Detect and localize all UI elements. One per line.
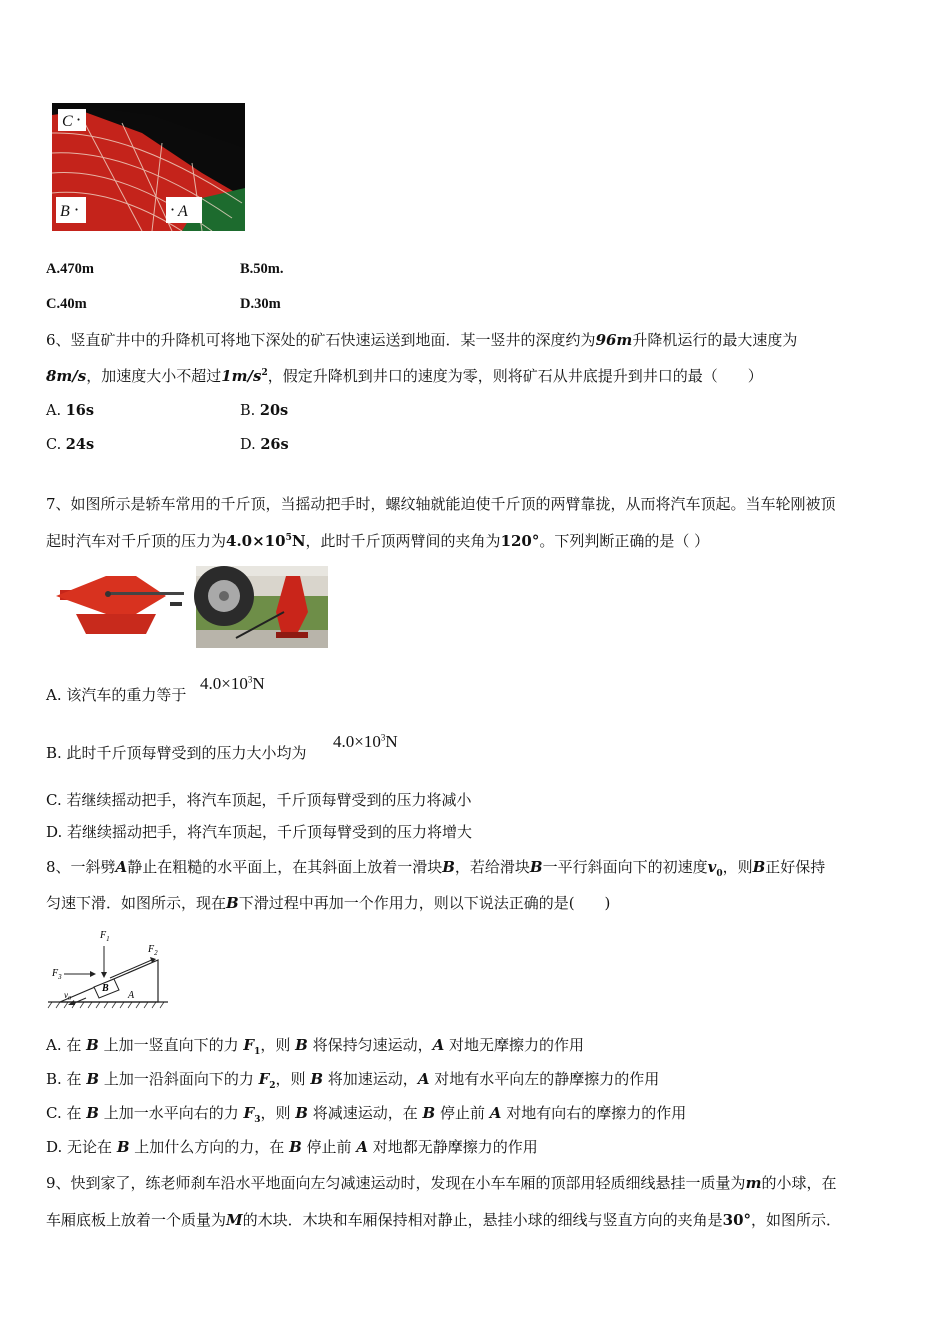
incline-figure <box>46 926 170 1010</box>
q6-stem-line1: 6、竖直矿井中的升降机可将地下深处的矿石快速运送到地面．某一竖井的深度约为96m升降机运行的最大速度为 <box>46 331 798 349</box>
incline-diagram <box>46 926 170 1010</box>
q7-option-c: C. 若继续摇动把手，将汽车顶起，千斤顶每臂受到的压力将减小 <box>46 791 472 809</box>
q5-option-b: B.50m. <box>240 261 284 277</box>
q8-option-d: D. 无论在 B 上加什么方向的力，在 B 停止前 A 对地都无静摩擦力的作用 <box>46 1138 538 1156</box>
q8-option-a: A. 在 B 上加一竖直向下的力 $F_1$，则 B 将保持匀速运动，A 对地无摩擦力的作用 <box>46 1036 585 1057</box>
q8-option-b: B. 在 B 上加一沿斜面向下的力 $F_2$，则 B 将加速运动，A 对地有水平向左的静摩擦力的作用 <box>46 1070 660 1091</box>
track-label-c: C <box>62 113 73 130</box>
q6-option-d: D. 26s <box>240 436 289 453</box>
q6-stem-line2: 8m/s，加速度大小不超过$1m/s^2$，假定升降机到井口的速度为零，则将矿石从井底提升到井口的最（ ） <box>46 367 763 385</box>
q6-option-b: B. 20s <box>240 402 289 419</box>
svg-text:B: B <box>102 983 109 994</box>
svg-text:·: · <box>170 200 176 219</box>
q7-stem-line1: 7、如图所示是轿车常用的千斤顶，当摇动把手时，螺纹轴就能迫使千斤顶的两臂靠拢，从而将汽车顶起。当车轮刚被顶 <box>46 495 836 513</box>
scissor-jack-icon <box>56 576 184 634</box>
q7-option-a: A. 该汽车的重力等于 <box>46 686 187 704</box>
q8-option-c: C. 在 B 上加一水平向右的力 $F_3$，则 B 将减速运动，在 B 停止前 A 对地有向右的摩擦力的作用 <box>46 1104 687 1125</box>
svg-text:·: · <box>76 110 82 129</box>
svg-text:v0: $v_0$ <box>64 990 71 1002</box>
q7-option-d: D. 若继续摇动把手，将汽车顶起，千斤顶每臂受到的压力将增大 <box>46 823 473 841</box>
svg-text:A: A <box>128 990 135 1001</box>
q8-stem-line1: 8、一斜劈A静止在粗糙的水平面上，在其斜面上放着一滑块B，若给滑块B一平行斜面向下的初速度$v_0$，则B正好保持 <box>46 858 826 879</box>
q5-option-d: D.30m <box>240 296 281 312</box>
q7-option-b: B. 此时千斤顶每臂受到的压力大小均为 <box>46 744 307 762</box>
q7-option-b-value: $4.0\times 10^3N$ <box>333 732 398 751</box>
q9-stem-line1: 9、快到家了，练老师刹车沿水平地面向左匀减速运动时，发现在小车车厢的顶部用轻质细线悬挂一质量为m的小球，在 <box>46 1174 837 1192</box>
jack-figure <box>46 566 328 648</box>
track-label-a: A <box>178 203 188 220</box>
svg-text:F2: $F_2$ <box>148 944 158 957</box>
q6-option-a: A. 16s <box>46 402 95 419</box>
q7-option-a-value: $4.0\times 10^3N$ <box>200 674 265 693</box>
q7-stem-line2: 起时汽车对千斤顶的压力为$4.0\times 10^5N$，此时千斤顶两臂间的夹角为120°。下列判断正确的是（ ） <box>46 532 710 550</box>
svg-text:F3: $F_3$ <box>52 968 62 981</box>
track-figure <box>52 103 245 231</box>
q8-stem-line2: 匀速下滑．如图所示，现在B下滑过程中再加一个作用力，则以下说法正确的是( ) <box>46 894 611 912</box>
jack-illustration <box>46 566 328 648</box>
q5-option-a: A.470m <box>46 261 94 277</box>
q9-stem-line2: 车厢底板上放着一个质量为M的木块．木块和车厢保持相对静止，悬挂小球的细线与竖直方向的夹角是30°，如图所示． <box>46 1211 842 1229</box>
q6-option-c: C. 24s <box>46 436 95 453</box>
q5-option-c: C.40m <box>46 296 87 312</box>
svg-text:·: · <box>74 200 80 219</box>
car-jack-photo <box>194 566 328 648</box>
track-photo <box>52 103 245 231</box>
track-label-b: B <box>60 203 70 220</box>
svg-text:F1: $F_1$ <box>100 930 110 943</box>
